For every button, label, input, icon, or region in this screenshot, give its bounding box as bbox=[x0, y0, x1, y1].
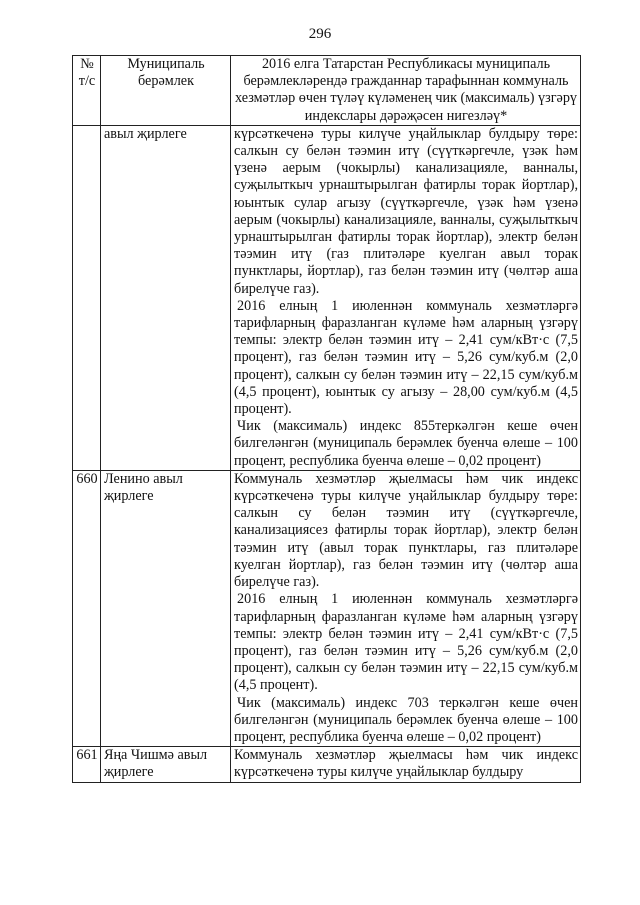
page-number: 296 bbox=[308, 26, 332, 42]
justification-paragraph: 2016 елның 1 июленнән коммуналь хезмәтләргә тарифларның фаразланган күләме һәм аларның үзгәрү темпы: электр белән тәэмин итү – 2,41 сум/кВт·с (7,5 процент), газ белән тәэмин итү – 5,26 сум/куб.м (2,0 процент), салкын су белән тәэмин итү – 22,15 сум/куб.м (4,5 процент), юынтык су агызу – 28,00 сум/куб.м (4,5 процент). bbox=[234, 297, 578, 418]
table-row bbox=[73, 747, 581, 782]
justification-paragraph: 2016 елның 1 июленнән коммуналь хезмәтләргә тарифларның фаразланган күләме һәм аларның үзгәрү темпы: электр белән тәэмин итү – 2,41 сум/кВт·с (7,5 процент), газ белән тәэмин итү – 5,26 сум/куб.м (2,0 процент), салкын су белән тәэмин итү – 22,15 сум/куб.м (4,5 процент). bbox=[234, 591, 578, 694]
row-number: 660 bbox=[73, 470, 101, 746]
row-number bbox=[73, 125, 101, 470]
column-header-number: № т/с bbox=[73, 56, 101, 126]
municipality-name: Ленино авыл җирлеге bbox=[101, 470, 231, 746]
municipality-name: Яңа Чишмә авыл җирлеге bbox=[101, 747, 231, 782]
table-row bbox=[73, 125, 581, 470]
table-header-row bbox=[73, 56, 581, 126]
utility-index-table bbox=[72, 55, 581, 783]
justification-cell bbox=[231, 125, 581, 470]
justification-paragraph: күрсәткеченә туры килүче уңайлыклар булдыру төре: салкын су белән тәэмин итү (сүүткәргечле, үзәк һәм үзенә аерым (чокырлы) канализацияле, ванналы, суҗылыткыч урнаштырылган фатирлы торак йортлар), юынтык сулар агызу (сүүткәргечле, үзәк һәм үзенә аерым (чокырлы) канализацияле, ванналы, суҗылыткыч урнаштырылган фатирлы торак йортлар), электр белән тәэмин итү (газ плитәләре куелган авыл торак пунктлары, йортлар), газ белән тәэмин итү (чөлтәр аша бирелүче газ). bbox=[234, 125, 578, 297]
justification-paragraph: Коммуналь хезмәтләр җыелмасы һәм чик индекс күрсәткеченә туры килүче уңайлыклар булдыру bbox=[234, 747, 578, 781]
table-row bbox=[73, 470, 581, 746]
justification-cell bbox=[231, 470, 581, 746]
column-header-justification: 2016 елга Татарстан Республикасы муниципаль берәмлекләрендә гражданнар тарафыннан коммуналь хезмәтләр өчен түләү күләменең чик (максималь) үзгәрү индекслары дәрәҗәсен нигезләү* bbox=[231, 56, 581, 126]
justification-cell bbox=[231, 747, 581, 782]
municipality-name: авыл җирлеге bbox=[101, 125, 231, 470]
justification-paragraph: Чик (максималь) индекс 703 теркәлгән кеше өчен билгеләнгән (муниципаль берәмлек буенча өлеше – 100 процент, республика буенча өлеше – 0,02 процент) bbox=[234, 694, 578, 745]
row-number: 661 bbox=[73, 747, 101, 782]
justification-paragraph: Чик (максималь) индекс 855теркәлгән кеше өчен билгеләнгән (муниципаль берәмлек буенча өлеше – 100 процент, республика буенча өлеше – 0,02 процент) bbox=[234, 418, 578, 469]
justification-paragraph: Коммуналь хезмәтләр җыелмасы һәм чик индекс күрсәткеченә туры килүче уңайлыклар булдыру төре: салкын су белән тәэмин итү (сүүткәргечле, канализациясез фатирлы торак йортлар), электр белән тәэмин итү (авыл торак пунктлары, газ плитәләре куелган йортлар), газ белән тәэмин итү (чөлтәр аша бирелүче газ). bbox=[234, 470, 578, 591]
column-header-municipality: Муниципаль берәмлек bbox=[101, 56, 231, 126]
